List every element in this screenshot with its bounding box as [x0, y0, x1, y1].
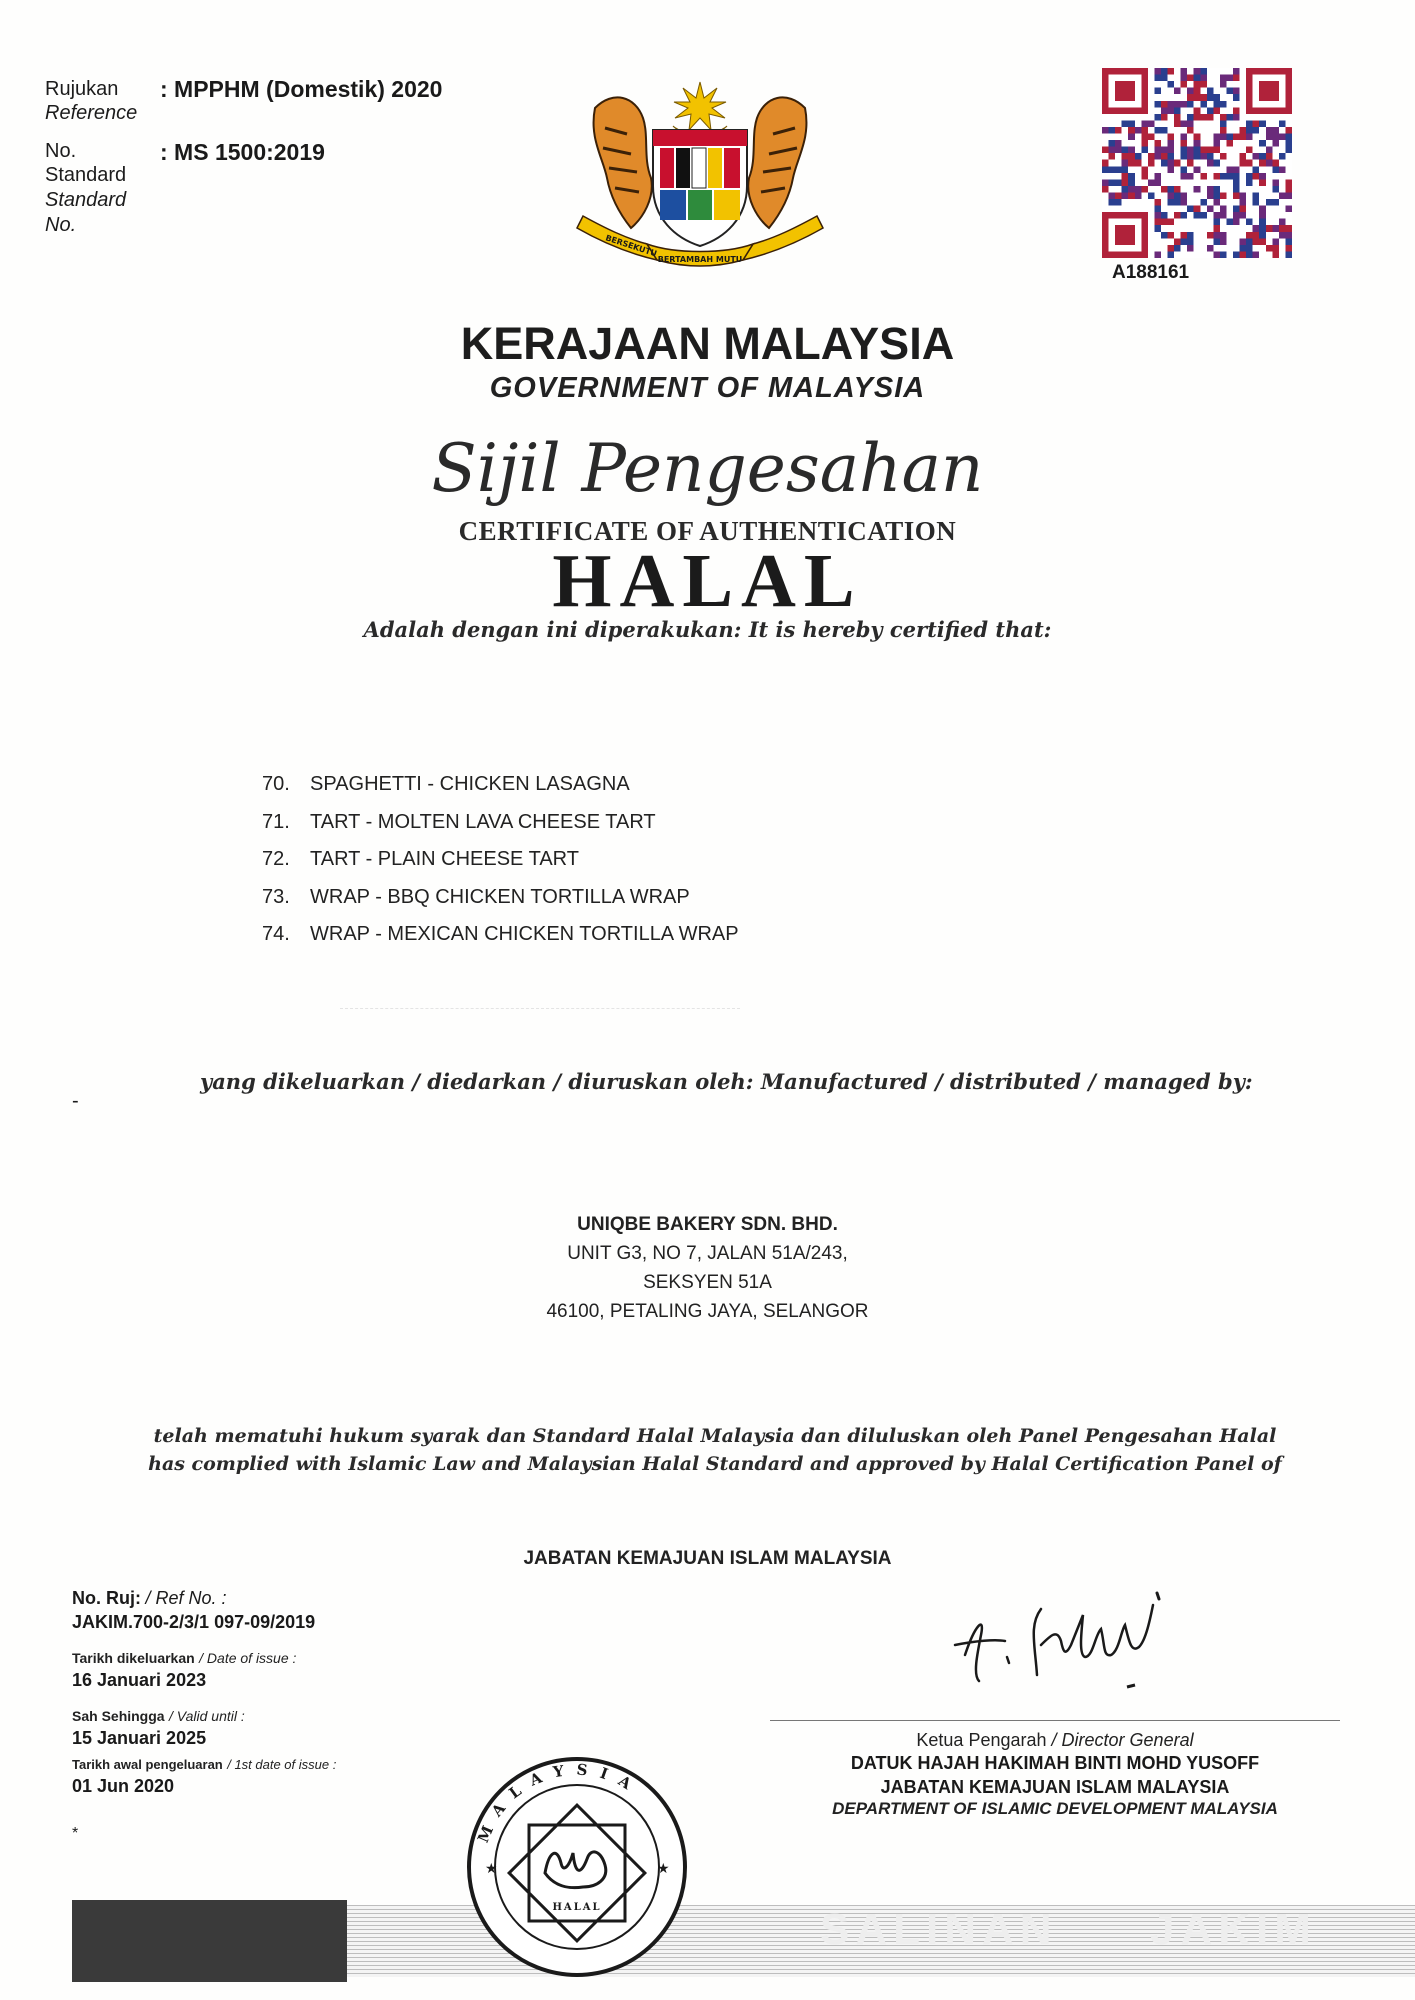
first-issue-label: Tarikh awal pengeluaran / 1st date of issue : [72, 1757, 337, 1772]
company-address-line: SEKSYEN 51A [643, 1272, 772, 1293]
director-name: DATUK HAJAH HAKIMAH BINTI MOHD YUSOFF [850, 1753, 1260, 1773]
director-title: Ketua Pengarah / Director General [916, 1730, 1194, 1750]
first-issue-value: 01 Jun 2020 [72, 1776, 175, 1796]
manufactured-by-statement: yang dikeluarkan / diedarkan / diuruskan oleh: Manufactured / distributed / managed by: [200, 1069, 1253, 1094]
valid-until-label: Sah Sehingga / Valid until : [72, 1708, 245, 1724]
logo-ring-text: MALAYSIA [473, 1760, 645, 1846]
certified-statement: Adalah dengan ini diperakukan: It is hereby certified that: [363, 617, 1052, 642]
logo-star-right: ★ [657, 1860, 670, 1876]
product-list [262, 766, 739, 954]
motto-center-text: BERTAMBAH MUTU [657, 255, 743, 264]
reference-value: : MPPHM (Domestik) 2020 [160, 76, 443, 102]
rujukan-label: Rujukan [45, 78, 119, 100]
standard-label: Standard [45, 164, 127, 186]
director-department-en: DEPARTMENT OF ISLAMIC DEVELOPMENT MALAYSIA [832, 1799, 1278, 1818]
ref-no-value: JAKIM.700-2/3/1 097-09/2019 [72, 1612, 316, 1632]
director-department-ms: JABATAN KEMAJUAN ISLAM MALAYSIA [880, 1777, 1230, 1797]
date-issue-label: Tarikh dikeluarkan / Date of issue : [72, 1650, 297, 1666]
director-block [775, 1730, 1335, 1819]
halal-malaysia-logo [465, 1755, 690, 1980]
government-title-en: GOVERNMENT OF MALAYSIA [489, 372, 926, 404]
qr-code [1102, 68, 1292, 258]
watermark-jakim: JAKIM [1150, 1905, 1317, 1954]
motto-left-text: BERSEKUTU [604, 233, 659, 259]
coat-of-arms-emblem [565, 68, 835, 273]
signature-line [770, 1720, 1340, 1721]
divider-line [340, 1008, 740, 1009]
company-address-line: UNIT G3, NO 7, JALAN 51A/243, [567, 1243, 848, 1264]
company-block [0, 1210, 1415, 1326]
no-label: No. [45, 140, 77, 162]
valid-until-value: 15 Januari 2025 [72, 1728, 207, 1748]
company-address-line: 46100, PETALING JAYA, SELANGOR [546, 1301, 869, 1322]
compliance-line-ms: telah mematuhi hukum syarak dan Standard Halal Malaysia dan diluluskan oleh Panel Pengesahan Halal [153, 1425, 1277, 1447]
product-item: 73. WRAP - BBQ CHICKEN TORTILLA WRAP [262, 885, 690, 908]
serial-number: A188161 [1112, 262, 1190, 283]
product-item: 71. TART - MOLTEN LAVA CHEESE TART [262, 810, 656, 833]
date-issue-value: 16 Januari 2023 [72, 1670, 207, 1690]
dark-band [72, 1900, 347, 1982]
certificate-title-en: CERTIFICATE OF AUTHENTICATION [458, 516, 957, 546]
compliance-statement [145, 1422, 1285, 1478]
issuing-authority: JABATAN KEMAJUAN ISLAM MALAYSIA [523, 1548, 892, 1569]
reference-label: Reference [45, 102, 138, 124]
product-item: 72. TART - PLAIN CHEESE TART [262, 848, 579, 870]
compliance-line-en: has complied with Islamic Law and Malaysian Halal Standard and approved by Halal Certification Panel of [148, 1453, 1282, 1475]
halal-title: HALAL [552, 539, 863, 623]
product-item: 70. SPAGHETTI - CHICKEN LASAGNA [262, 773, 630, 795]
director-signature [945, 1585, 1185, 1695]
product-item: 74. WRAP - MEXICAN CHICKEN TORTILLA WRAP [262, 923, 739, 945]
company-name: UNIQBE BAKERY SDN. BHD. [577, 1214, 838, 1235]
logo-star-left: ★ [485, 1860, 498, 1876]
no-label-italic: No. [45, 214, 77, 236]
star-mark: * [72, 1825, 79, 1842]
certificate-title-ms: Sijil Pengesahan [431, 430, 984, 507]
standard-value: : MS 1500:2019 [160, 139, 325, 165]
dash-mark: - [72, 1090, 79, 1112]
watermark-salinan: SALINAN [820, 1905, 1058, 1954]
logo-halal-text: HALAL [552, 1902, 602, 1913]
standard-label-italic: Standard [45, 189, 127, 211]
government-title-ms: KERAJAAN MALAYSIA [460, 318, 955, 369]
ref-no-label: No. Ruj: / Ref No. : [72, 1588, 227, 1608]
